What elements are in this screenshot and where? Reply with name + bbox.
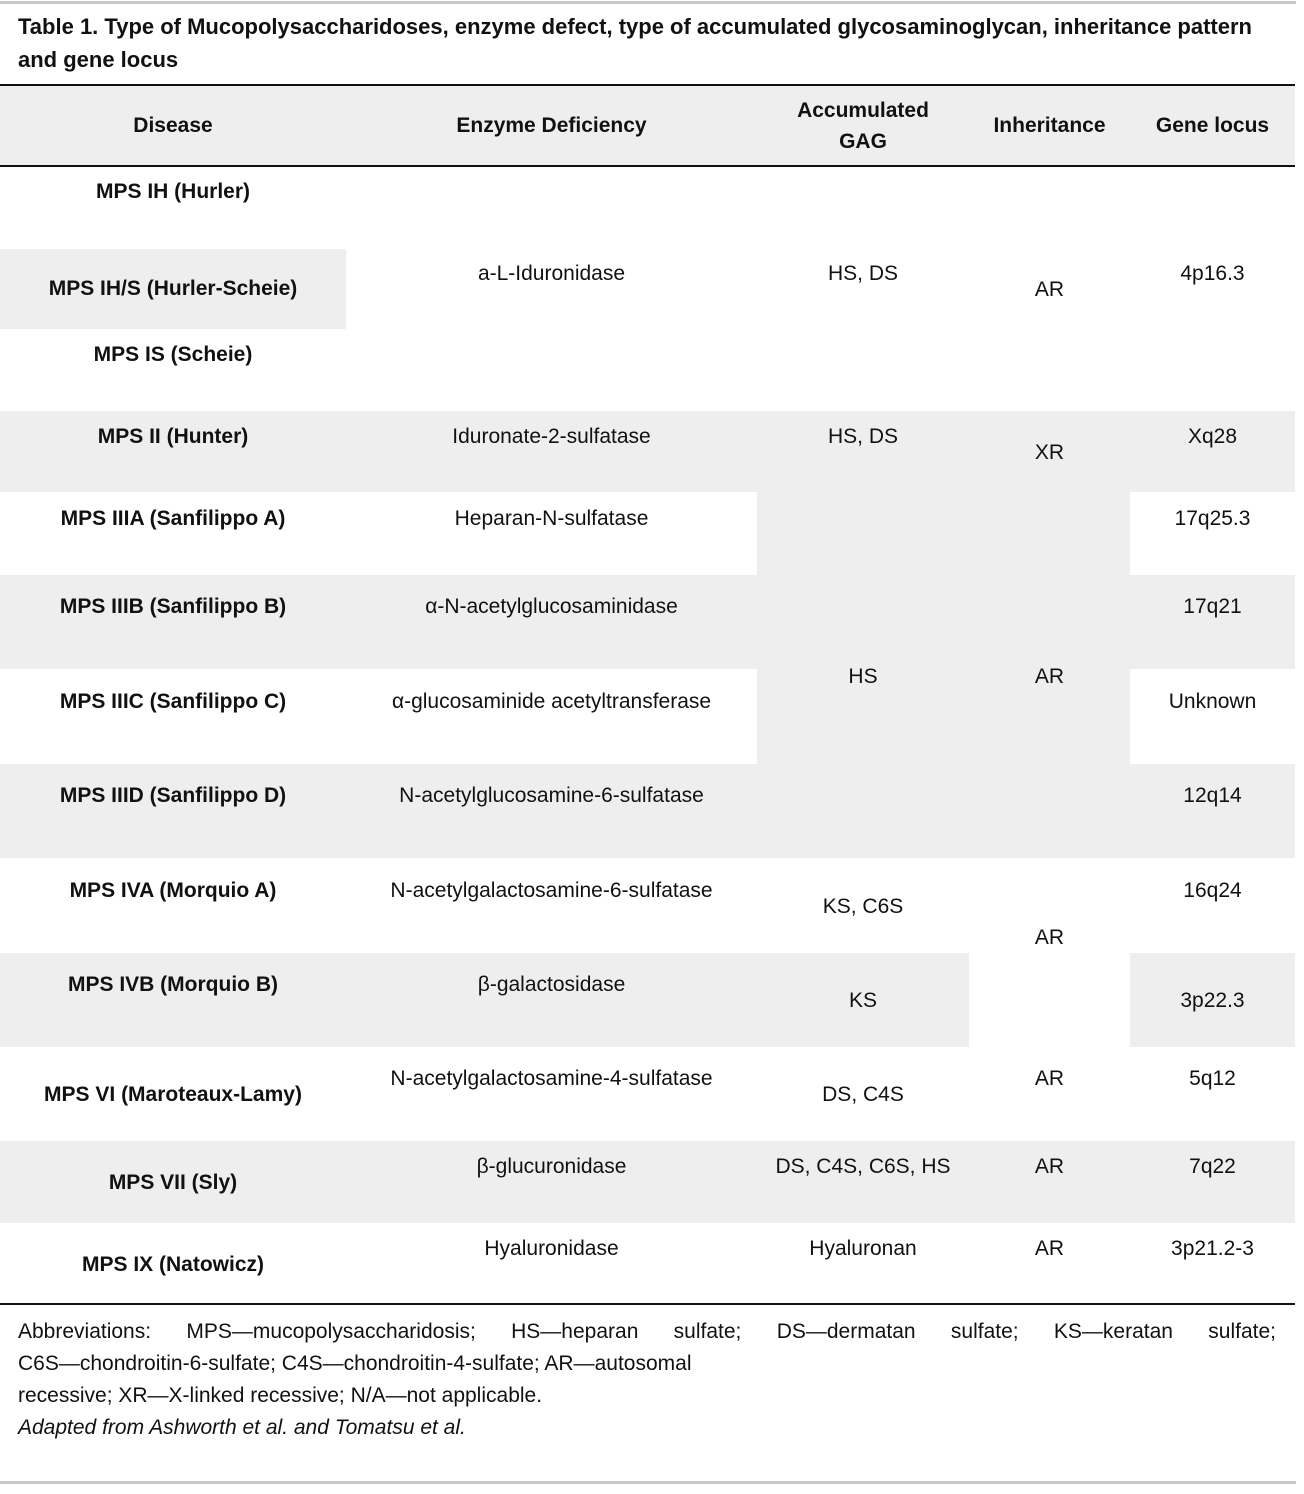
table-row-mps-iiib-locus: 17q21 (1183, 595, 1242, 618)
table-row-mps-iva-locus: 16q24 (1183, 879, 1242, 902)
table-row-mps-vi-disease: MPS VI (Maroteaux-Lamy) (44, 1083, 302, 1106)
table-row-mps-vi-locus: 5q12 (1189, 1067, 1236, 1090)
table-bottom-line (0, 1303, 1295, 1305)
header-locus: Gene locus (1130, 86, 1295, 165)
mps3-inheritance-cell: AR (1034, 665, 1065, 688)
mps1-enzyme-cell: a-L-Iduronidase (477, 262, 626, 285)
header-enzyme: Enzyme Deficiency (346, 86, 757, 165)
table-row-mps-ivb-locus: 3p22.3 (1180, 989, 1245, 1012)
table-row-mps-is-disease: MPS IS (Scheie) (93, 343, 253, 366)
table-row-mps-ii-enzyme: Iduronate-2-sulfatase (452, 425, 651, 448)
table-row-mps-ix-inheritance: AR (1034, 1237, 1065, 1260)
mps1-gag-cell: HS, DS (827, 262, 898, 285)
table-row-mps-iiid-enzyme: N-acetylglucosamine-6-sulfatase (399, 784, 704, 807)
mps1-inheritance-cell: AR (1034, 278, 1065, 301)
table-row-mps-vi-gag: DS, C4S (822, 1083, 904, 1106)
header-gag: Accumulated GAG (757, 86, 969, 165)
bottom-rule (0, 1481, 1296, 1484)
footnote-abbreviations-line1: Abbreviations: MPS—mucopolysaccharidosis; HS—heparan sulfate; DS—dermatan sulfate; KS—keratan sulfate; (18, 1320, 1276, 1343)
table-row-mps-iiid-disease: MPS IIID (Sanfilippo D) (59, 784, 287, 807)
table-row-mps-ivb-disease: MPS IVB (Morquio B) (68, 973, 278, 996)
mps1-locus-cell: 4p16.3 (1180, 262, 1245, 285)
table-row-mps-iva-enzyme: N-acetylgalactosamine-6-sulfatase (390, 879, 713, 902)
header-inheritance: Inheritance (969, 86, 1130, 165)
top-rule (0, 1, 1296, 4)
table-row-mps-iiia-locus: 17q25.3 (1174, 507, 1251, 530)
table-row-mps-ix-enzyme: Hyaluronidase (484, 1237, 619, 1260)
table-row-mps-ivb-gag: KS (848, 989, 877, 1012)
table-row-mps-ihs-disease: MPS IH/S (Hurler-Scheie) (0, 249, 346, 329)
table-row-mps-vii-enzyme: β-glucuronidase (476, 1155, 627, 1178)
table-row-mps-iiic-disease: MPS IIIC (Sanfilippo C) (59, 690, 287, 713)
table-row-mps-ix-gag: Hyaluronan (809, 1237, 917, 1260)
table-row-mps-iva-gag: KS, C6S (822, 895, 904, 918)
table-row-mps-ii-locus: Xq28 (1187, 425, 1238, 448)
table-row-mps-vi-enzyme: N-acetylgalactosamine-4-sulfatase (390, 1067, 713, 1090)
table-row-mps-iiib-disease: MPS IIIB (Sanfilippo B) (59, 595, 287, 618)
table-row-mps-iva-disease: MPS IVA (Morquio A) (69, 879, 277, 902)
table-row-mps-vii-inheritance: AR (1034, 1155, 1065, 1178)
mps4-inheritance-cell: AR (1034, 926, 1065, 949)
table-row-mps-ii-disease: MPS II (Hunter) (97, 425, 249, 448)
table-row-mps-vii-locus: 7q22 (1189, 1155, 1236, 1178)
table-row-mps-iiib-enzyme: α-N-acetylglucosaminidase (425, 595, 678, 618)
table-row-mps-vii-disease: MPS VII (Sly) (108, 1171, 238, 1194)
footnote-abbreviations-line3: recessive; XR—X-linked recessive; N/A—not applicable. (18, 1384, 543, 1407)
table-row-mps-iiic-locus: Unknown (1168, 690, 1257, 713)
table-row-mps-vii-gag: DS, C4S, C6S, HS (775, 1155, 951, 1178)
header-disease: Disease (0, 86, 346, 165)
table-row-mps-iiid-locus: 12q14 (1183, 784, 1242, 807)
table-row-mps-ii-inheritance: XR (1034, 441, 1065, 464)
table-row-mps-vi-inheritance: AR (1034, 1067, 1065, 1090)
footnote-source: Adapted from Ashworth et al. and Tomatsu et al. (18, 1416, 466, 1439)
mps3-gag-cell: HS (848, 665, 878, 688)
table-row-mps-iiic-enzyme: α-glucosaminide acetyltransferase (391, 690, 712, 713)
table-row-mps-ih-disease: MPS IH (Hurler) (95, 180, 250, 203)
table-footnote (18, 1316, 1276, 1444)
table-row-mps-ii-gag: HS, DS (827, 425, 898, 448)
table-row-mps-iiia-disease: MPS IIIA (Sanfilippo A) (60, 507, 286, 530)
table-caption: Table 1. Type of Mucopolysaccharidoses, enzyme defect, type of accumulated glycosaminoglycan, inheritance pattern and gene locus (18, 14, 1252, 72)
table-row-mps-ix-disease: MPS IX (Natowicz) (81, 1253, 265, 1276)
table-row-mps-ivb-enzyme: β-galactosidase (477, 973, 626, 996)
table-row-mps-iiia-enzyme: Heparan-N-sulfatase (454, 507, 649, 530)
table-row-mps-ix-locus: 3p21.2-3 (1171, 1237, 1254, 1260)
footnote-abbreviations-line2: C6S—chondroitin-6-sulfate; C4S—chondroitin-4-sulfate; AR—autosomal (18, 1352, 692, 1375)
